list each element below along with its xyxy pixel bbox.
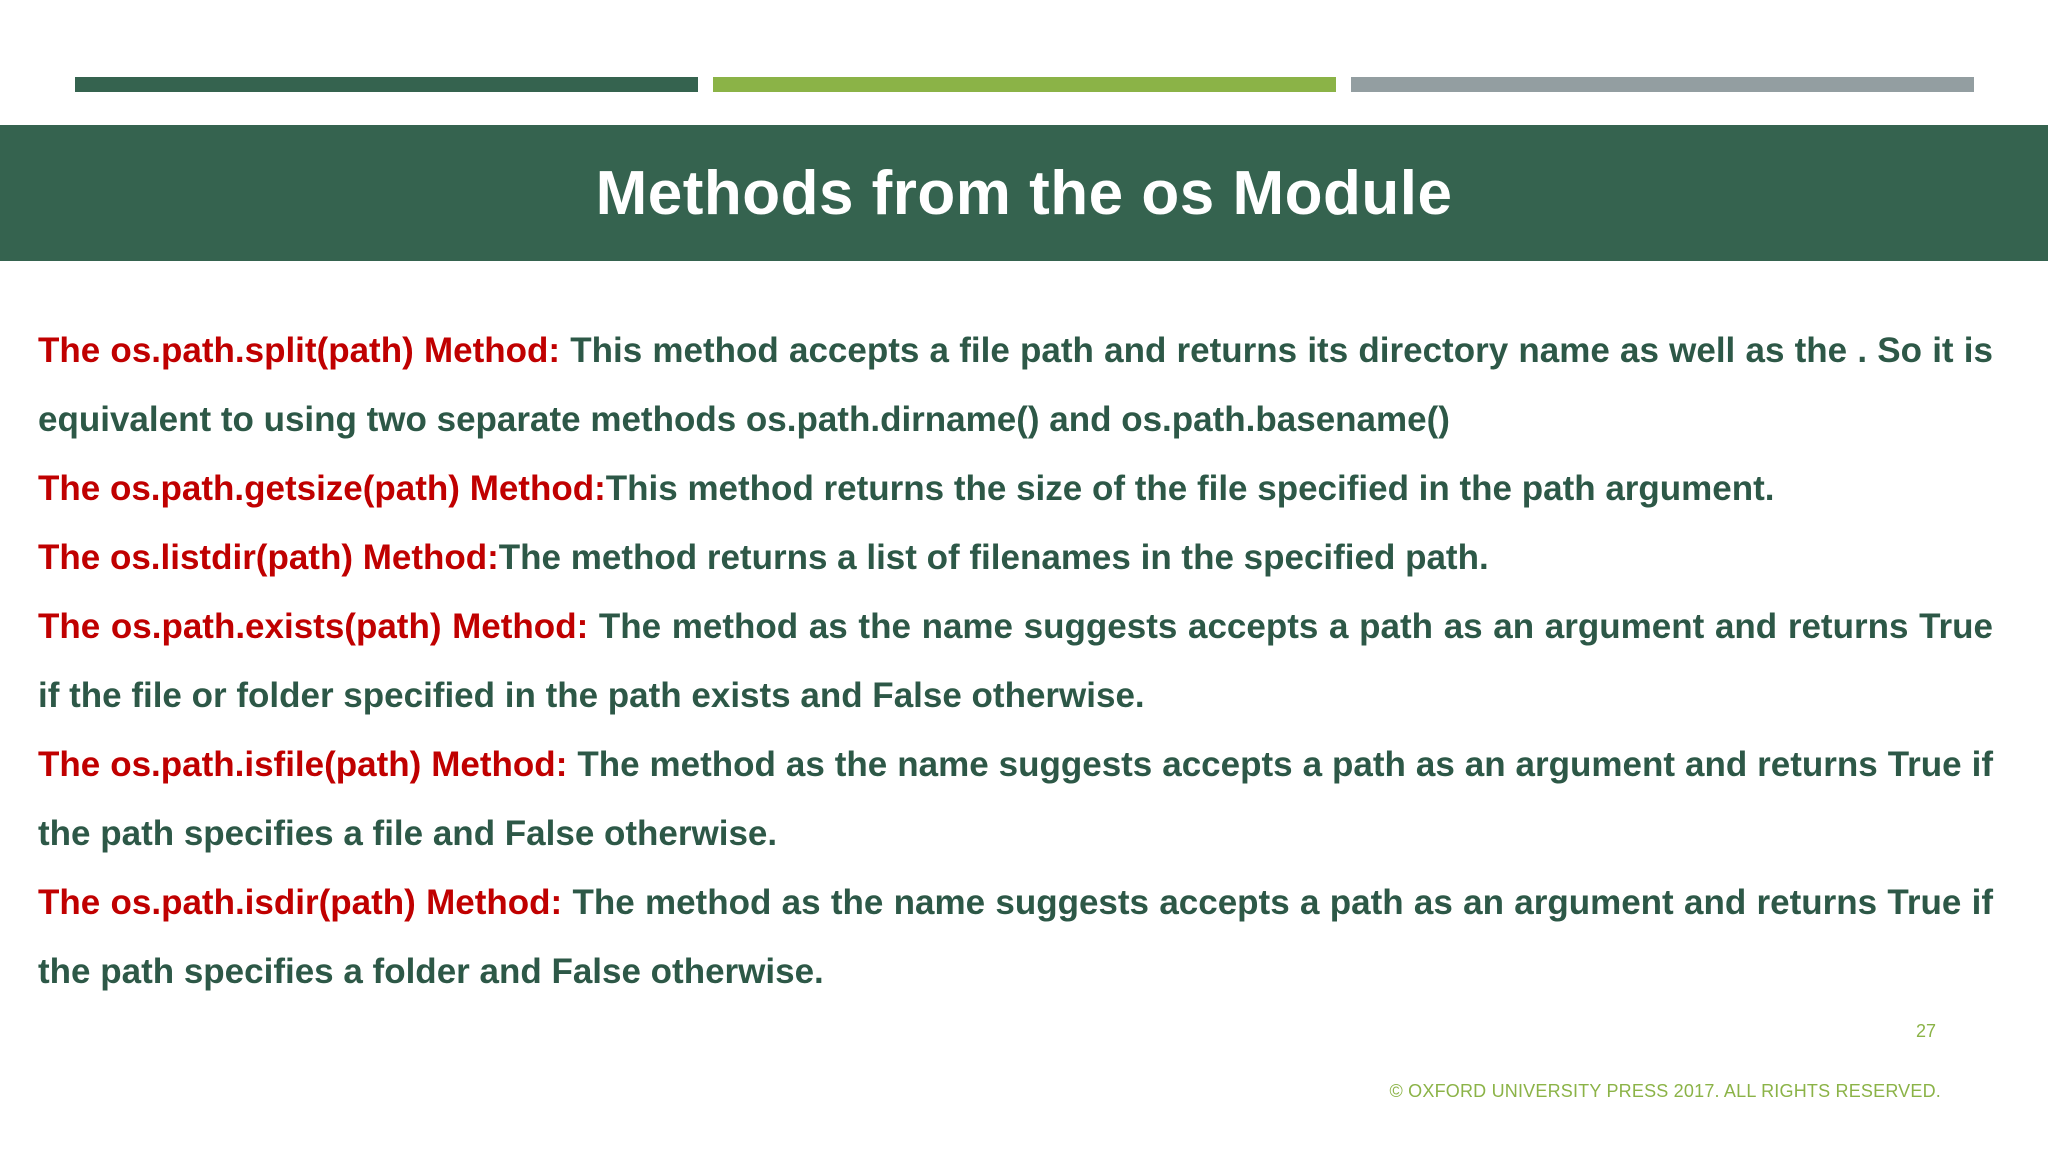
method-description: The method as the name suggests accepts a path as an argument and returns True if the path specifies a folder and False otherwise. — [38, 883, 1993, 991]
paragraph-os-listdir — [38, 523, 1993, 592]
method-description: This method accepts a file path and returns its directory name as well as the . So it is equivalent to using two separate methods os.path.dirname() and os.path.basename() — [38, 331, 1993, 439]
copyright-notice: © OXFORD UNIVERSITY PRESS 2017. ALL RIGHTS RESERVED. — [1389, 1081, 1941, 1101]
paragraph-os-path-isdir — [38, 868, 1993, 1006]
method-label: The os.path.isfile(path) Method: — [38, 745, 568, 784]
decorative-top-bars — [75, 77, 1974, 92]
method-label: The os.path.getsize(path) Method: — [38, 469, 606, 508]
paragraph-os-path-exists — [38, 592, 1993, 730]
method-description: The method as the name suggests accepts a path as an argument and returns True if the file or folder specified in the path exists and False otherwise. — [38, 607, 1993, 715]
paragraph-os-path-isfile — [38, 730, 1993, 868]
title-band — [0, 125, 2048, 261]
top-bar-dark-green — [75, 77, 698, 92]
method-label: The os.path.split(path) Method: — [38, 331, 561, 370]
method-label: The os.listdir(path) Method: — [38, 538, 499, 577]
page-number: 27 — [1915, 1021, 1936, 1041]
method-label: The os.path.isdir(path) Method: — [38, 883, 563, 922]
method-description: The method as the name suggests accepts a path as an argument and returns True if the path specifies a file and False otherwise. — [38, 745, 1993, 853]
method-label: The os.path.exists(path) Method: — [38, 607, 589, 646]
paragraph-os-path-split — [38, 316, 1993, 454]
top-bar-light-green — [713, 77, 1336, 92]
paragraph-os-path-getsize — [38, 454, 1993, 523]
slide-title: Methods from the os Module — [595, 158, 1453, 228]
method-description: The method returns a list of filenames in the specified path. — [498, 538, 1489, 577]
method-description: This method returns the size of the file specified in the path argument. — [605, 469, 1775, 508]
top-bar-gray — [1351, 77, 1974, 92]
slide-content — [38, 316, 1993, 1006]
